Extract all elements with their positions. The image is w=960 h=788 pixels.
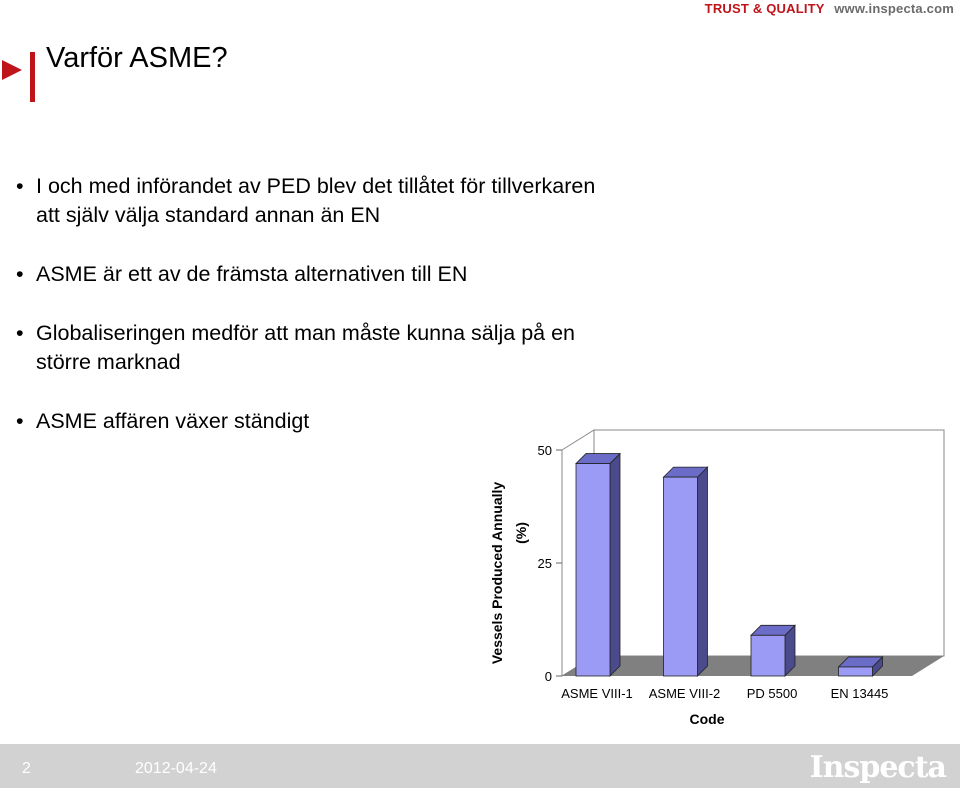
bar <box>839 667 873 676</box>
x-axis-label: Code <box>689 711 725 727</box>
bullet-item: • ASME affären växer ständigt <box>16 409 310 433</box>
footer-date: 2012-04-24 <box>135 760 217 777</box>
page-title: Varför ASME? <box>46 42 228 74</box>
bar <box>664 477 698 676</box>
y-axis-label: Vessels Produced Annually <box>489 481 505 665</box>
y-tick-label: 25 <box>537 556 552 571</box>
footer-bar <box>0 744 960 788</box>
bullet-item: • ASME är ett av de främsta alternativen till EN <box>16 262 468 286</box>
bullet-item: • Globaliseringen medför att man måste kunna sälja på en större marknad <box>16 321 576 374</box>
chart-back-wall <box>594 430 944 656</box>
x-tick-label: PD 5500 <box>746 686 798 701</box>
x-tick-label: EN 13445 <box>830 686 889 701</box>
brand-tagline <box>705 1 954 16</box>
y-axis-unit-label: (%) <box>513 522 529 544</box>
x-tick-label: ASME VIII-1 <box>561 686 633 701</box>
y-tick-label: 50 <box>537 443 552 458</box>
title-arrow-icon <box>0 48 40 104</box>
bar <box>751 635 785 676</box>
bar-side <box>698 467 708 676</box>
bar <box>576 464 610 676</box>
y-tick-label: 0 <box>544 669 552 684</box>
inspecta-logo: Inspecta <box>809 750 946 785</box>
page-number: 2 <box>22 760 31 777</box>
tagline-text: TRUST & QUALITY <box>704 1 825 16</box>
bar-side <box>610 454 620 676</box>
bullet-item: • I och med införandet av PED blev det tillåtet för tillverkaren att själv välja standard annan än EN <box>16 174 596 227</box>
bar-chart <box>480 420 950 740</box>
x-tick-label: ASME VIII-2 <box>648 686 721 701</box>
url-text: www.inspecta.com <box>834 1 954 16</box>
